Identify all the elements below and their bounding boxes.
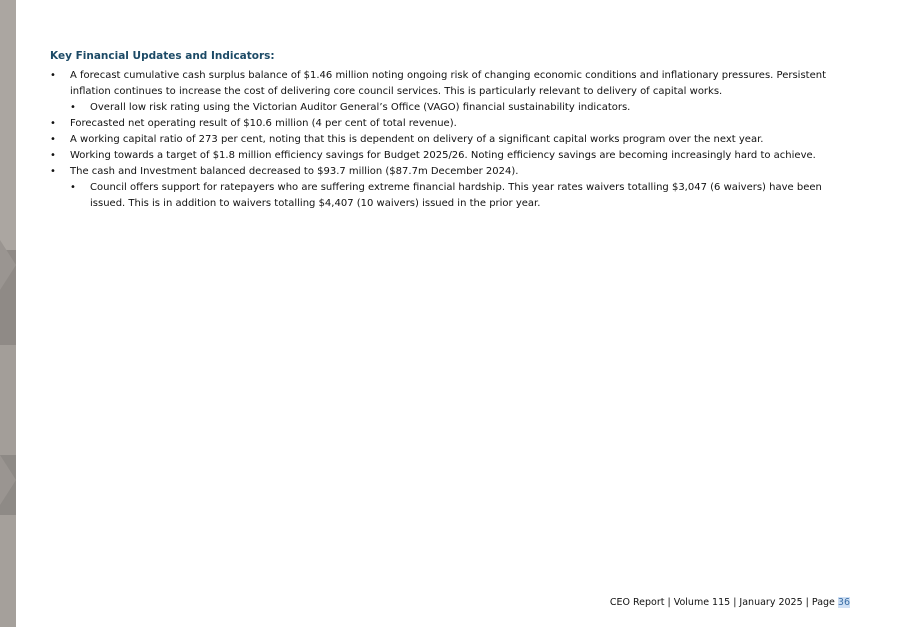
section-heading: Key Financial Updates and Indicators: [50, 50, 275, 62]
list-item-text: The cash and Investment balanced decreased to $93.7 million ($87.7m December 2024). [70, 166, 519, 177]
strip-band [0, 0, 16, 250]
bullet-marker: • [50, 166, 56, 177]
page-number: 36 [837, 597, 850, 608]
bullet-marker: • [50, 118, 56, 129]
list-item [50, 180, 850, 212]
list-item [50, 132, 850, 148]
list-item-text: Council offers support for ratepayers who are suffering extreme financial hardship. This year rates waivers totalling $3,047 (6 waivers) have been issued. This is in addition to waivers totalling $4,407 (10 waivers) issued in the prior year. [90, 182, 822, 209]
bullet-list [50, 68, 850, 212]
bullet-marker: • [50, 134, 56, 145]
list-item-text: Working towards a target of $1.8 million efficiency savings for Budget 2025/26. Noting efficiency savings are becoming increasingly hard to achieve. [70, 150, 816, 161]
bullet-marker: • [70, 102, 76, 113]
strip-band [0, 345, 16, 455]
list-item-text: Forecasted net operating result of $10.6 million (4 per cent of total revenue). [70, 118, 457, 129]
decorative-side-strip [0, 0, 16, 627]
list-item [50, 100, 850, 116]
chevron-decoration [0, 455, 16, 505]
bullet-marker: • [70, 182, 76, 193]
strip-band [0, 515, 16, 627]
list-item [50, 164, 850, 180]
footer-text: CEO Report | Volume 115 | January 2025 | Page [609, 597, 838, 608]
list-item [50, 148, 850, 164]
list-item-text: A forecast cumulative cash surplus balance of $1.46 million noting ongoing risk of changing economic conditions and inflationary pressures. Persistent inflation continues to increase the cost of delivering core council services. This is particularly relevant to delivery of capital works. [70, 70, 826, 97]
list-item [50, 68, 850, 100]
page-footer [610, 597, 850, 608]
list-item-text: Overall low risk rating using the Victorian Auditor General’s Office (VAGO) financial sustainability indicators. [90, 102, 631, 113]
list-item-text: A working capital ratio of 273 per cent, noting that this is dependent on delivery of a significant capital works program over the next year. [70, 134, 764, 145]
chevron-decoration [0, 240, 16, 290]
list-item [50, 116, 850, 132]
bullet-marker: • [50, 150, 56, 161]
bullet-marker: • [50, 70, 56, 81]
